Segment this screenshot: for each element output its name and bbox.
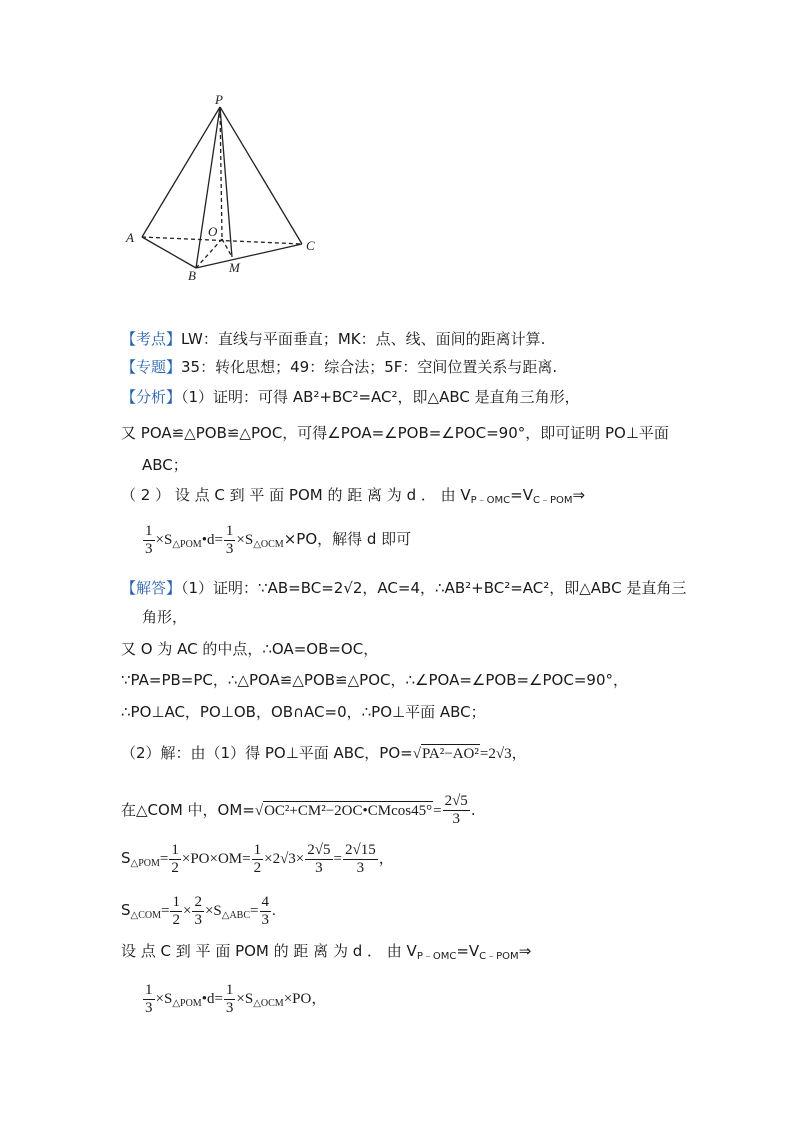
frac-1-3b: $\frac{1}{3}$ bbox=[225, 523, 234, 557]
edge-PC bbox=[220, 107, 302, 244]
fenxi-line-1 bbox=[121, 386, 580, 408]
jieda-line-2: 角形， bbox=[142, 608, 188, 626]
label-O: O bbox=[208, 224, 218, 239]
jieda-line-4: ∵PA=PB=PC，∴△POA≌△POB≌△POC，∴∠POA=∠POB=∠POC=90°， bbox=[121, 671, 628, 689]
zhuanti-tag: 【专题】 bbox=[121, 358, 182, 376]
fenxi-line-4 bbox=[121, 484, 585, 512]
jieda-line-9: $S_{\triangle COM}=$ $\frac{1}{2}$ × $\frac{2}{3}$ $\times S_{\triangle ABC}=$ $\frac{4}{3}$ . bbox=[121, 894, 276, 928]
edge-PA bbox=[142, 107, 220, 237]
edge-BC bbox=[196, 244, 302, 268]
fenxi-arrow: ⇒ bbox=[572, 486, 586, 504]
fenxi-line-5: $\frac{1}{3}$ $\times S_{\triangle POM}•d=$ $\frac{1}{3}$ $\times S_{\triangle OCM}\times PO$，解得 d 即可 bbox=[145, 523, 412, 557]
edge-PB bbox=[196, 107, 220, 268]
label-P: P bbox=[215, 92, 223, 107]
jieda-line-5: ∴PO⊥AC，PO⊥OB，OB∩AC=0，∴PO⊥平面 ABC； bbox=[121, 703, 486, 721]
jieda-line-8: $S_{\triangle POM}=$ $\frac{1}{2}$ ×PO×OM= $\frac{1}{2}$ ×2√3× $\frac{2√5}{3}$ = $\frac{2√15}{3}$ ， bbox=[121, 842, 394, 876]
jieda-line-7: 在△COM 中，OM=√OC²+CM²−2OC•CMcos45°= $\frac{2√5}{3}$ . bbox=[121, 793, 476, 827]
radical-po: PA²−AO² bbox=[421, 746, 479, 762]
fenxi-tag: 【分析】 bbox=[121, 388, 182, 406]
fenxi-mid: =V bbox=[510, 486, 534, 504]
jieda-line-3: 又 O 为 AC 的中点，∴OA=OB=OC， bbox=[121, 640, 379, 658]
edge-AB bbox=[142, 237, 196, 268]
pyramid-figure bbox=[120, 92, 320, 282]
frac-1-3: $\frac{1}{3}$ bbox=[145, 523, 153, 557]
kaodian-tag: 【考点】 bbox=[121, 330, 182, 348]
kaodian-line bbox=[121, 328, 545, 350]
jieda-line-10: 设 点 C 到 平 面 POM 的 距 离 为 d ． 由 $V_{P﹣OMC}=V_{C﹣POM}\Rightarrow$ bbox=[121, 942, 532, 962]
edge-AC bbox=[142, 237, 302, 244]
fenxi-text-1: （1）证明：可得 AB²+BC²=AC²，即△ABC 是直角三角形， bbox=[181, 388, 580, 406]
kaodian-text: LW：直线与平面垂直；MK：点、线、面间的距离计算. bbox=[181, 330, 546, 348]
fenxi-text-4: （ 2 ） 设 点 C 到 平 面 POM 的 距 离 为 d ． 由 V bbox=[121, 486, 471, 504]
fenxi-line-2: 又 POA≌△POB≌△POC，可得∠POA=∠POB=∠POC=90°，即可证明 PO⊥平面 bbox=[121, 424, 669, 442]
jieda-text-1: （1）证明：∵AB=BC=2√2，AC=4，∴AB²+BC²=AC²，即△ABC 是直角三 bbox=[181, 579, 687, 597]
label-B: B bbox=[188, 268, 196, 282]
jieda-line-11: $\frac{1}{3}$ $\times S_{\triangle POM}•d=$ $\frac{1}{3}$ $\times S_{\triangle OCM}\times PO$， bbox=[145, 982, 327, 1016]
frac-2sqrt5-3: $\frac{2√5}{3}$ bbox=[444, 793, 468, 827]
label-M: M bbox=[229, 260, 240, 275]
zhuanti-text: 35：转化思想；49：综合法；5F：空间位置关系与距离. bbox=[181, 358, 558, 376]
jieda-tag: 【解答】 bbox=[121, 579, 182, 597]
zhuanti-line bbox=[121, 356, 557, 378]
radical-om: OC²+CM²−2OC•CMcos45° bbox=[264, 803, 433, 819]
fenxi-sub-2: C﹣POM bbox=[533, 495, 573, 506]
label-C: C bbox=[306, 238, 315, 253]
fenxi-sub-1: P﹣OMC bbox=[470, 495, 511, 506]
fenxi-line-3: ABC； bbox=[142, 456, 188, 474]
jieda-line-6: （2）解：由（1）得 PO⊥平面 ABC，PO=√PA²−AO²=2√3， bbox=[121, 744, 527, 762]
jieda-line-1 bbox=[121, 577, 686, 599]
label-A: A bbox=[126, 230, 134, 245]
